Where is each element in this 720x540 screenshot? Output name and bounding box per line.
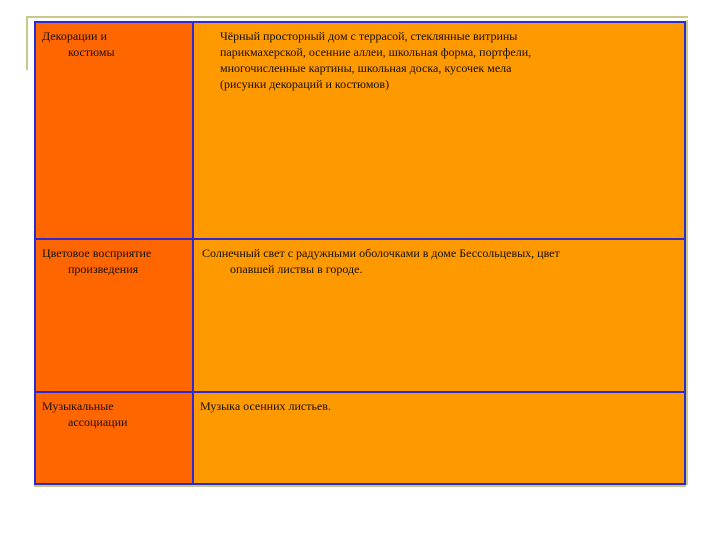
decorative-frame-right (686, 20, 688, 485)
info-table (34, 21, 686, 485)
row-label-cell (35, 392, 193, 484)
table-row (35, 22, 685, 239)
row-label-color-perception: Цветовое восприятие произведения (42, 246, 152, 276)
row-value-cell (193, 22, 685, 239)
row-label-music: Музыкальные ассоциации (42, 399, 128, 429)
row-label-scenery: Декорации и костюмы (42, 29, 115, 59)
row-value-music: Музыка осенних листьев. (200, 399, 331, 413)
decorative-frame-bottom (34, 485, 686, 487)
decorative-frame-top (28, 16, 688, 18)
table-row (35, 239, 685, 392)
decorative-frame-left (26, 16, 28, 70)
row-label-cell (35, 239, 193, 392)
row-label-cell (35, 22, 193, 239)
row-value-scenery: Чёрный просторный дом с террасой, стеклянные витрины парикмахерской, осенние аллеи, школьная форма, портфели, многочисленные картины, школьная доска, кусочек мела (рисунки декораций и костюмов) (220, 29, 532, 91)
row-value-cell (193, 239, 685, 392)
row-value-color-perception: Солнечный свет с радужными оболочками в доме Бессольцевых, цвет опавшей листвы в городе. (202, 246, 560, 276)
row-value-cell (193, 392, 685, 484)
table-row (35, 392, 685, 484)
